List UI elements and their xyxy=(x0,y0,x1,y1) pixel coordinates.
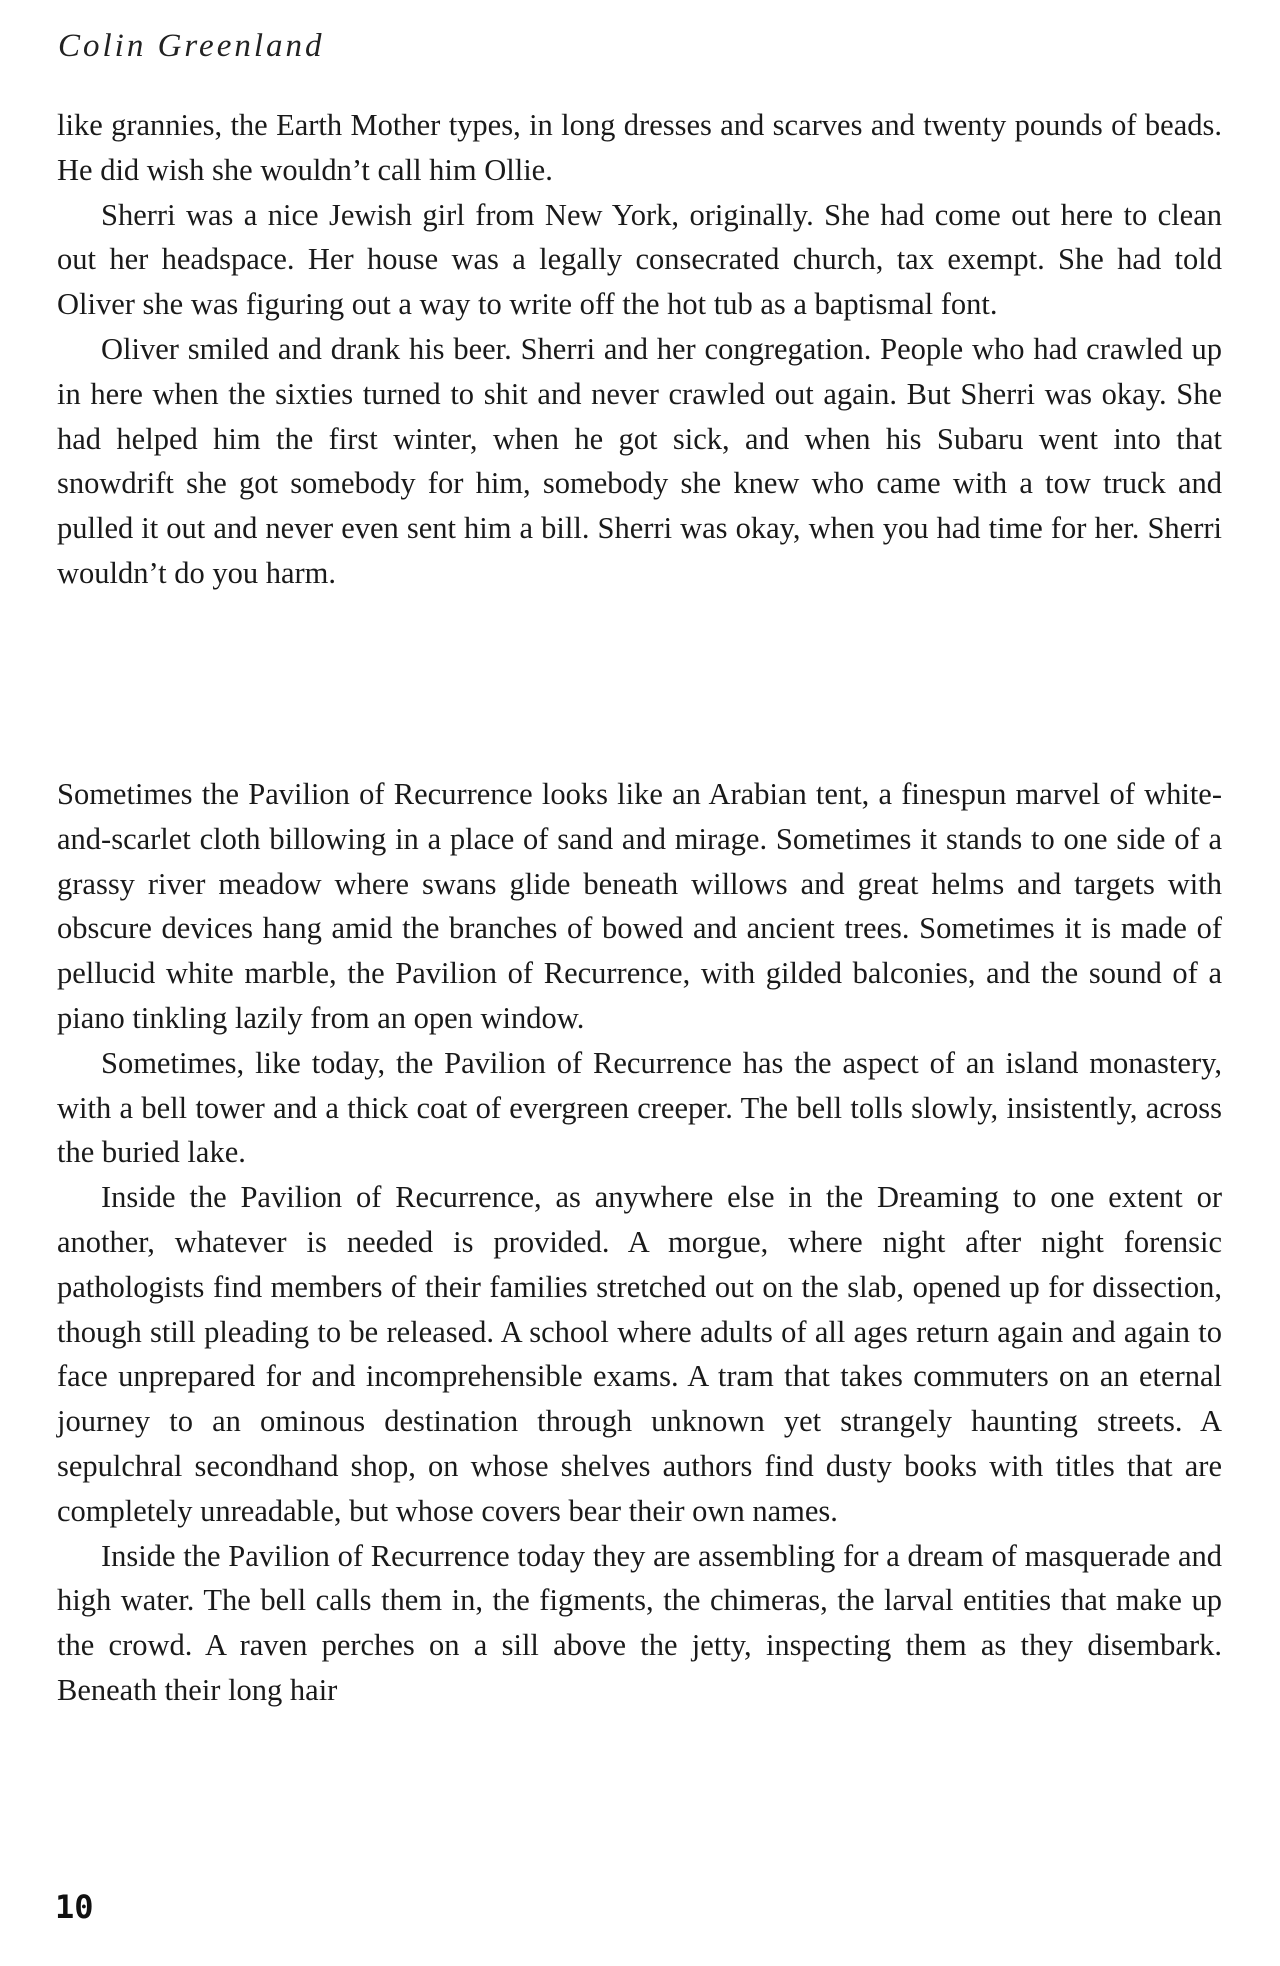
paragraph: Sometimes, like today, the Pavilion of Recurrence has the aspect of an island monastery, with a bell tower and a thick coat of evergreen creeper. The bell tolls slowly, insistently, across the buried lake. xyxy=(57,1045,1222,1170)
paragraph: Inside the Pavilion of Recurrence, as anywhere else in the Dreaming to one extent or another, whatever is needed is provided. A morgue, where night after night forensic pathologists find members of their families stretched out on the slab, opened up for dissection, though still pleading to be released. A school where adults of all ages return again and again to face unprepared for and incomprehensible exams. A tram that takes commuters on an eternal journey to an ominous destination through unknown yet strangely haunting streets. A sepulchral secondhand shop, on whose shelves authors find dusty books with titles that are completely unreadable, but whose covers bear their own names. xyxy=(57,1180,1222,1528)
paragraph: Sherri was a nice Jewish girl from New York, originally. She had come out here to clean out her headspace. Her house was a legally consecrated church, tax exempt. She had told Oliver she was figuring out a way to write off the hot tub as a baptismal font. xyxy=(57,197,1222,322)
paragraph: Inside the Pavilion of Recurrence today they are assembling for a dream of masquerade and high water. The bell calls them in, the figments, the chimeras, the larval entities that make up the crowd. A raven perches on a sill above the jetty, inspecting them as they disembark. Beneath their long hair xyxy=(57,1538,1222,1707)
page-number: 10 xyxy=(55,1888,94,1926)
paragraph: Sometimes the Pavilion of Recurrence looks like an Arabian tent, a finespun marvel of white-and-scarlet cloth billowing in a place of sand and mirage. Sometimes it stands to one side of a grassy river meadow where swans glide beneath willows and great helms and targets with obscure devices hang amid the branches of bowed and ancient trees. Sometimes it is made of pellucid white marble, the Pavilion of Recurrence, with gilded balconies, and the sound of a piano tinkling lazily from an open window. xyxy=(57,777,1222,1035)
running-head: Colin Greenland xyxy=(58,28,325,64)
paragraph: Oliver smiled and drank his beer. Sherri and her congregation. People who had crawled up in here when the sixties turned to shit and never crawled out again. But Sherri was okay. She had helped him the first winter, when he got sick, and when his Subaru went into that snowdrift she got somebody for him, somebody she knew who came with a tow truck and pulled it out and never even sent him a bill. Sherri was okay, when you had time for her. Sherri wouldn’t do you harm. xyxy=(57,331,1222,590)
paragraph: like grannies, the Earth Mother types, in long dresses and scarves and twenty pounds of beads. He did wish she wouldn’t call him Ollie. xyxy=(57,108,1222,187)
section-1 xyxy=(57,103,1222,596)
section-2 xyxy=(57,772,1222,1713)
